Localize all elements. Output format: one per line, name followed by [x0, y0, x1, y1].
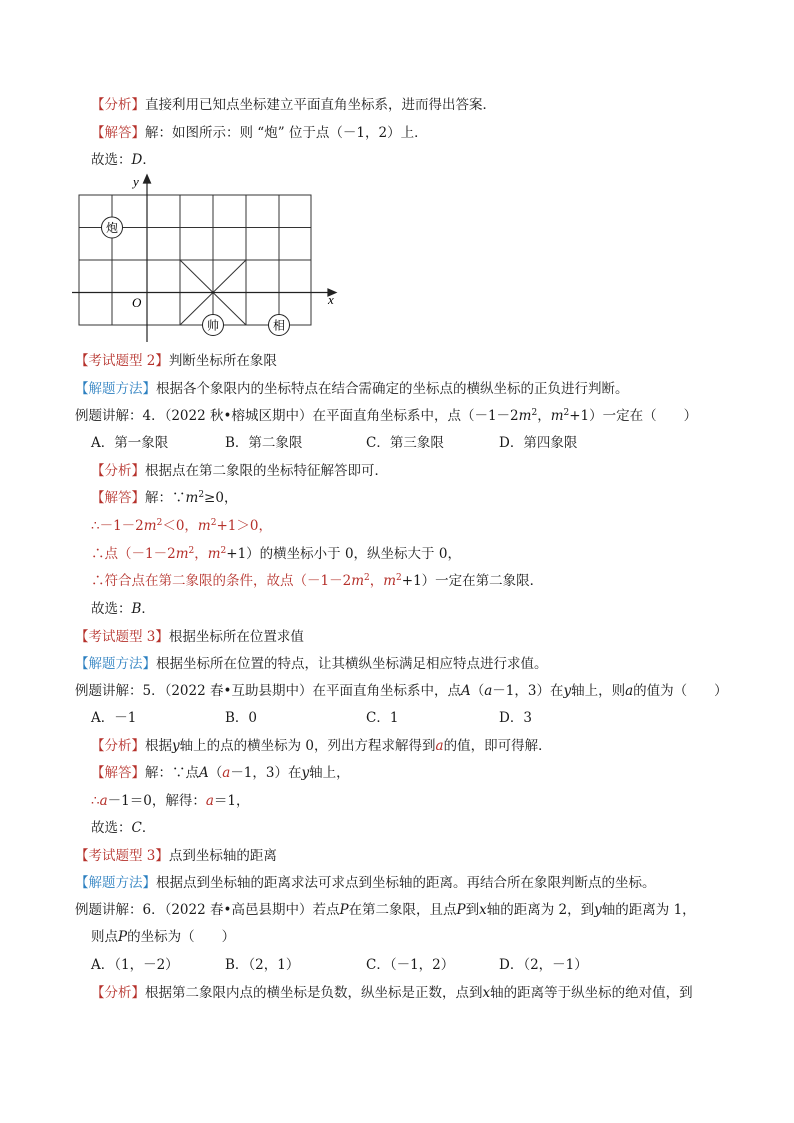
answer-line [91, 764, 350, 782]
question-text: 则点 [91, 929, 118, 945]
step-text: ＜0， [162, 518, 198, 534]
question-type-heading [75, 628, 304, 646]
exponent: 2 [531, 408, 538, 418]
solution-step-3 [91, 572, 543, 590]
step-text: ＝1， [213, 793, 250, 809]
analysis-text: 根据第二象限内点的横坐标是负数，纵坐标是正数，点到 [145, 985, 483, 1001]
question-text: 到 [465, 902, 480, 918]
answer-tag: 【解答】 [91, 125, 145, 141]
option-b: B．0 [225, 710, 258, 726]
example-question-cont [91, 928, 235, 946]
question-text: 例题讲解：5．（2022 春•互助县期中）在平面直角坐标系中，点 [75, 683, 461, 699]
method-text: 根据坐标所在位置的特点，让其横纵坐标满足相应特点进行求值。 [156, 656, 548, 672]
answer-text: 解：∵ [145, 490, 186, 506]
analysis-tag: 【分析】 [91, 738, 145, 754]
answer-tag: 【解答】 [91, 765, 145, 781]
var-y: y [563, 683, 572, 699]
answer-text: 轴上， [309, 765, 350, 781]
question-text: （ [470, 683, 485, 699]
question-text: －1，3）在 [492, 683, 564, 699]
var-a: a [484, 683, 493, 699]
var-y: y [301, 765, 310, 781]
type-text: 点到坐标轴的距离 [168, 848, 277, 864]
step-text: －1＝0，解得： [107, 793, 206, 809]
method-text: 根据各个象限内的坐标特点在结合需确定的坐标点的横纵坐标的正负进行判断。 [156, 381, 629, 397]
analysis-tag: 【分析】 [91, 985, 145, 1001]
sep: ， [537, 408, 551, 424]
var-x: x [482, 985, 491, 1001]
option-c: C．第三象限 [366, 435, 444, 451]
period: ． [141, 601, 155, 617]
analysis-text: 的值，即可得解． [443, 738, 552, 754]
analysis-tag: 【分析】 [91, 97, 145, 113]
option-c: C．（－1，2） [366, 957, 455, 973]
var-a: a [435, 738, 444, 754]
answer-text: （ [208, 765, 223, 781]
period: ． [141, 820, 156, 836]
option-d: D．（2，－1） [499, 957, 588, 973]
step-text: ， [369, 573, 384, 589]
option-a: A．第一象限 [91, 435, 169, 451]
piece-pao [102, 217, 123, 238]
step-text: ∴－1－2 [91, 518, 144, 534]
type-tag: 【考试题型 3】 [75, 848, 169, 864]
exponent: 2 [156, 518, 163, 528]
option-a: A．（1，－2） [91, 957, 179, 973]
option-b: B．（2，1） [225, 957, 300, 973]
options-row [91, 956, 691, 974]
question-text: 例题讲解：4．（2022 秋•榕城区期中）在平面直角坐标系中，点（－1－2 [75, 408, 519, 424]
piece-shuai [203, 315, 224, 336]
analysis-line [91, 737, 552, 755]
method-tag: 【解题方法】 [75, 875, 156, 891]
method-line [75, 380, 629, 398]
var-y: y [594, 902, 602, 918]
answer-tag: 【解答】 [91, 490, 145, 506]
var-a: a [625, 683, 634, 699]
exponent: 2 [364, 573, 370, 583]
var-a: a [99, 793, 108, 809]
analysis-text: 直接利用已知点坐标建立平面直角坐标系，进而得出答案． [145, 97, 496, 113]
step-text: +1）一定在第二象限． [401, 573, 544, 589]
solution-step-1 [91, 517, 272, 535]
step-text: ∴符合点在第二象限的条件，故点（－1－2 [91, 573, 352, 589]
answer-text: ≥0， [204, 490, 238, 506]
step-text: +1）的横坐标小于 0，纵坐标大于 0， [226, 546, 461, 562]
options-row [91, 709, 691, 727]
piece-xiang [269, 315, 290, 336]
type-tag: 【考试题型 2】 [75, 353, 169, 369]
option-c: C．1 [366, 710, 399, 726]
analysis-line [91, 462, 388, 480]
choose-line [91, 151, 156, 169]
method-tag: 【解题方法】 [75, 381, 156, 397]
method-text: 根据点到坐标轴的距离求法可求点到坐标轴的距离。再结合所在象限判断点的坐标。 [156, 875, 656, 891]
choose-label: 故选： [91, 820, 132, 836]
method-line [75, 655, 548, 673]
question-text: 轴的距离为 2，到 [486, 902, 595, 918]
answer-text: 解：如图所示：则 “炮” 位于点（－1，2）上． [145, 125, 428, 141]
type-text: 判断坐标所在象限 [168, 353, 277, 369]
exponent: 2 [188, 546, 195, 556]
options-row [91, 434, 691, 452]
exponent: 2 [198, 490, 205, 500]
solution-step-2 [91, 545, 461, 563]
choose-line [91, 600, 155, 618]
var-m: m [518, 408, 532, 424]
analysis-line [91, 984, 693, 1002]
exponent: 2 [396, 573, 402, 583]
analysis-text: 根据点在第二象限的坐标特征解答即可． [145, 463, 388, 479]
solution-step-1 [91, 792, 250, 810]
y-axis-label: y [133, 174, 139, 189]
origin-label: O [132, 295, 142, 310]
question-text: +1）一定在（ ） [569, 408, 698, 424]
analysis-text: 轴上的点的横坐标为 0，列出方程求解得到 [179, 738, 436, 754]
type-text: 根据坐标所在位置求值 [168, 629, 304, 645]
var-a: a [205, 793, 214, 809]
step-text: ∴ [91, 793, 100, 809]
grid-lines [79, 195, 311, 325]
var-m: m [185, 490, 199, 506]
analysis-text: 根据 [145, 738, 172, 754]
var-x: x [479, 902, 487, 918]
choice-letter: C [131, 820, 142, 836]
var-m: m [143, 518, 157, 534]
question-type-heading [75, 847, 277, 865]
var-P: P [118, 929, 128, 945]
period: ． [142, 152, 156, 168]
method-line [75, 874, 656, 892]
coordinate-grid-diagram [70, 170, 350, 342]
question-type-heading [75, 352, 277, 370]
choice-letter: B [131, 601, 142, 617]
type-tag: 【考试题型 3】 [75, 629, 169, 645]
step-text: ， [194, 546, 208, 562]
example-question [75, 901, 696, 919]
x-axis-label: x [328, 292, 334, 307]
var-P: P [456, 902, 466, 918]
choice-letter: D [131, 152, 143, 168]
step-text: ∴点（－1－2 [91, 546, 176, 562]
var-m: m [197, 518, 211, 534]
var-P: P [339, 902, 349, 918]
choose-line [91, 819, 155, 837]
choose-label: 故选： [91, 601, 132, 617]
var-m: m [207, 546, 221, 562]
var-a: a [222, 765, 231, 781]
analysis-tag: 【分析】 [91, 463, 145, 479]
piece-xiang-label: 相 [272, 318, 286, 333]
question-text: 轴的距离为 1， [601, 902, 696, 918]
option-b: B．第二象限 [225, 435, 303, 451]
exponent: 2 [220, 546, 227, 556]
question-text: 轴上，则 [571, 683, 626, 699]
exponent: 2 [563, 408, 570, 418]
var-A: A [460, 683, 471, 699]
step-text: +1＞0， [216, 518, 272, 534]
var-A: A [199, 765, 209, 781]
analysis-line [91, 96, 496, 114]
var-m: m [550, 408, 564, 424]
answer-line [91, 489, 237, 507]
var-m: m [383, 573, 397, 589]
question-text: 的坐标为（ ） [127, 929, 236, 945]
piece-pao-label: 炮 [105, 221, 119, 235]
question-text: 例题讲解：6．（2022 春•高邑县期中）若点 [75, 902, 340, 918]
exponent: 2 [210, 518, 217, 528]
answer-line [91, 124, 428, 142]
var-y: y [172, 738, 180, 754]
piece-shuai-label: 帅 [206, 318, 220, 333]
var-m: m [351, 573, 364, 589]
choose-label: 故选： [91, 152, 132, 168]
y-axis-arrow [144, 175, 151, 183]
analysis-text: 轴的距离等于纵坐标的绝对值，到 [490, 985, 693, 1001]
answer-text: 解：∵点 [145, 765, 199, 781]
option-d: D．第四象限 [499, 435, 578, 451]
method-tag: 【解题方法】 [75, 656, 156, 672]
option-a: A．－1 [91, 710, 137, 726]
question-text: 的值为（ ） [633, 683, 728, 699]
example-question [75, 682, 728, 700]
option-d: D．3 [499, 710, 532, 726]
example-question [75, 407, 697, 425]
question-text: 在第二象限，且点 [348, 902, 457, 918]
answer-text: －1，3）在 [230, 765, 302, 781]
var-m: m [175, 546, 189, 562]
